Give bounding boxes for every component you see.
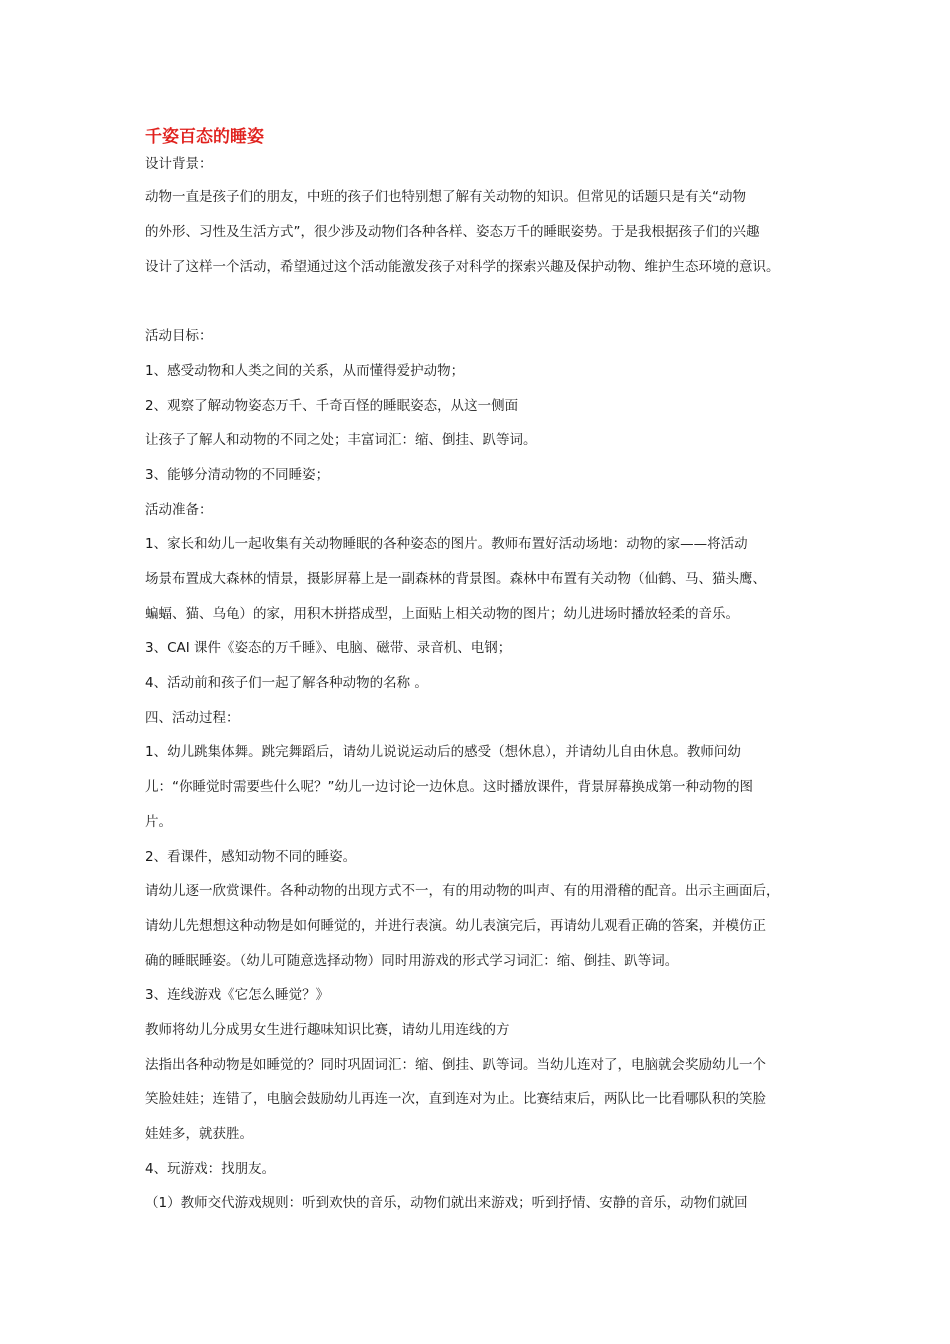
paragraph-line: 活动目标： (145, 328, 213, 344)
paragraph-line: 活动准备： (145, 502, 213, 518)
paragraph-line: 蝙蝠、猫、乌龟）的家，用积木拼搭成型，上面贴上相关动物的图片；幼儿进场时播放轻柔的音乐。 (145, 606, 739, 622)
paragraph-line: 请幼儿先想想这种动物是如何睡觉的，并进行表演。幼儿表演完后，再请幼儿观看正确的答案，并模仿正 (145, 918, 766, 934)
paragraph-line: 的外形、习性及生活方式”，很少涉及动物们各种各样、姿态万千的睡眠姿势。于是我根据孩子们的兴趣 (145, 224, 760, 240)
paragraph-line: 2、观察了解动物姿态万千、千奇百怪的睡眠姿态，从这一侧面 (145, 398, 519, 414)
paragraph-line: 法指出各种动物是如睡觉的？同时巩固词汇：缩、倒挂、趴等词。当幼儿连对了，电脑就会奖励幼儿一个 (145, 1057, 766, 1073)
paragraph-line: 四、活动过程： (145, 710, 240, 726)
document-title: 千姿百态的睡姿 (145, 127, 264, 147)
paragraph-line: 1、感受动物和人类之间的关系，从而懂得爱护动物； (145, 363, 465, 379)
paragraph-line: （1）教师交代游戏规则：听到欢快的音乐，动物们就出来游戏；听到抒情、安静的音乐，动物们就回 (145, 1195, 748, 1211)
paragraph-line: 3、CAI 课件《姿态的万千睡》、电脑、磁带、录音机、电钢； (145, 640, 512, 656)
paragraph-line: 娃娃多，就获胜。 (145, 1126, 253, 1142)
paragraph-line: 4、活动前和孩子们一起了解各种动物的名称 。 (145, 675, 428, 691)
paragraph-line: 笑脸娃娃；连错了，电脑会鼓励幼儿再连一次，直到连对为止。比赛结束后，两队比一比看哪队积的笑脸 (145, 1091, 766, 1107)
paragraph-line: 场景布置成大森林的情景，摄影屏幕上是一副森林的背景图。森林中布置有关动物（仙鹤、马、猫头鹰、 (145, 571, 766, 587)
paragraph-line: 设计背景： (145, 156, 213, 172)
paragraph-line: 4、玩游戏：找朋友。 (145, 1161, 276, 1177)
paragraph-line: 儿：“你睡觉时需要些什么呢？”幼儿一边讨论一边休息。这时播放课件，背景屏幕换成第一种动物的图 (145, 779, 753, 795)
paragraph-line: 3、能够分清动物的不同睡姿； (145, 467, 330, 483)
paragraph-line: 2、看课件，感知动物不同的睡姿。 (145, 849, 357, 865)
paragraph-line: 请幼儿逐一欣赏课件。各种动物的出现方式不一，有的用动物的叫声、有的用滑稽的配音。出示主画面后， (145, 883, 780, 899)
paragraph-line: 1、家长和幼儿一起收集有关动物睡眠的各种姿态的图片。教师布置好活动场地：动物的家——将活动 (145, 536, 748, 552)
paragraph-line: 教师将幼儿分成男女生进行趣味知识比赛，请幼儿用连线的方 (145, 1022, 510, 1038)
paragraph-line: 让孩子了解人和动物的不同之处；丰富词汇：缩、倒挂、趴等词。 (145, 432, 537, 448)
paragraph-line: 设计了这样一个活动，希望通过这个活动能激发孩子对科学的探索兴趣及保护动物、维护生态环境的意识。 (145, 259, 780, 275)
paragraph-line: 3、连线游戏《它怎么睡觉？》 (145, 987, 330, 1003)
paragraph-line: 1、幼儿跳集体舞。跳完舞蹈后，请幼儿说说运动后的感受（想休息），并请幼儿自由休息。教师问幼 (145, 744, 741, 760)
paragraph-line: 动物一直是孩子们的朋友，中班的孩子们也特别想了解有关动物的知识。但常见的话题只是有关“动物 (145, 189, 746, 205)
paragraph-line: 片。 (145, 814, 172, 830)
paragraph-line: 确的睡眠睡姿。（幼儿可随意选择动物）同时用游戏的形式学习词汇：缩、倒挂、趴等词。 (145, 953, 679, 969)
